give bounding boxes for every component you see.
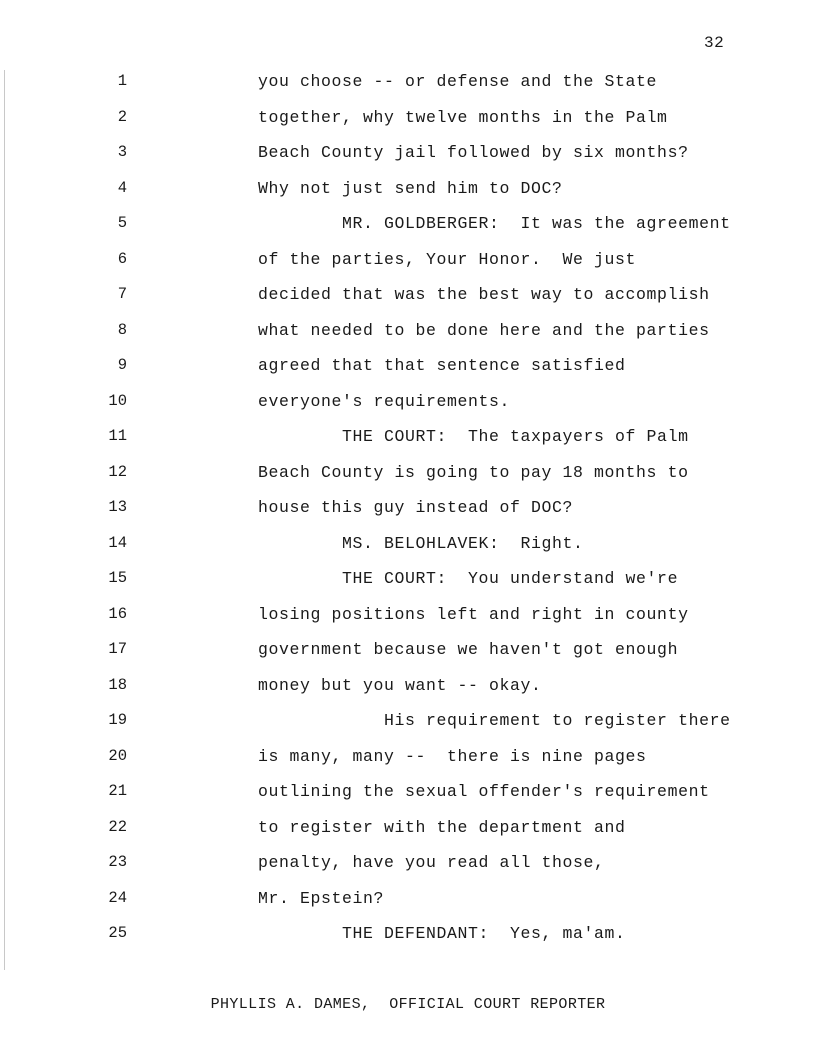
page-number: 32	[704, 34, 725, 52]
transcript-line: Beach County jail followed by six months?	[258, 143, 689, 162]
line-number: 18	[108, 675, 127, 694]
line-number: 14	[108, 533, 127, 552]
transcript-line: you choose -- or defense and the State	[258, 72, 658, 91]
transcript-line: of the parties, Your Honor. We just	[258, 249, 637, 269]
line-number: 19	[108, 711, 127, 729]
line-number: 22	[108, 817, 127, 836]
court-reporter-footer: PHYLLIS A. DAMES, OFFICIAL COURT REPORTER	[210, 996, 606, 1013]
transcript-line: is many, many -- there is nine pages	[258, 746, 647, 766]
transcript-line: everyone's requirements.	[258, 391, 511, 411]
line-number: 6	[117, 249, 127, 268]
line-number: 13	[108, 498, 127, 516]
line-number: 5	[117, 214, 127, 232]
line-number: 11	[108, 427, 127, 445]
line-number: 24	[108, 888, 127, 907]
line-number: 12	[108, 462, 127, 481]
transcript-line: to register with the department and	[258, 817, 626, 837]
line-number: 17	[108, 640, 127, 658]
line-number: 2	[117, 107, 127, 126]
line-number: 8	[117, 320, 127, 339]
line-number-column	[0, 0, 140, 1056]
transcript-line: THE COURT: The taxpayers of Palm	[258, 427, 689, 446]
line-number: 10	[108, 391, 127, 410]
line-number: 16	[108, 604, 127, 623]
transcript-line: THE DEFENDANT: Yes, ma'am.	[258, 924, 626, 943]
line-number: 4	[117, 178, 127, 197]
line-number: 25	[108, 924, 127, 942]
transcript-line: Beach County is going to pay 18 months to	[258, 462, 689, 482]
transcript-line: MR. GOLDBERGER: It was the agreement	[258, 214, 731, 233]
transcript-line: MS. BELOHLAVEK: Right.	[258, 533, 584, 553]
transcript-line: what needed to be done here and the parties	[258, 320, 710, 340]
transcript-line: losing positions left and right in county	[258, 604, 689, 624]
transcript-line: Why not just send him to DOC?	[258, 178, 563, 198]
line-number: 7	[117, 285, 127, 303]
line-number: 20	[108, 746, 127, 765]
transcript-line: government because we haven't got enough	[258, 640, 679, 659]
line-number: 1	[117, 72, 127, 90]
transcript-line: outlining the sexual offender's requirement	[258, 782, 710, 801]
line-number: 15	[108, 569, 127, 587]
line-number: 3	[117, 143, 127, 161]
transcript-line: THE COURT: You understand we're	[258, 569, 679, 588]
transcript-line: together, why twelve months in the Palm	[258, 107, 668, 127]
transcript-line: Mr. Epstein?	[258, 888, 385, 908]
line-number: 23	[108, 853, 127, 871]
transcript-line: agreed that that sentence satisfied	[258, 356, 626, 375]
transcript-line: penalty, have you read all those,	[258, 853, 605, 872]
transcript-line: decided that was the best way to accomplish	[258, 285, 710, 304]
transcript-line: house this guy instead of DOC?	[258, 498, 574, 517]
transcript-line: His requirement to register there	[258, 711, 731, 730]
line-number: 9	[117, 356, 127, 374]
line-number: 21	[108, 782, 127, 800]
transcript-line: money but you want -- okay.	[258, 675, 542, 695]
